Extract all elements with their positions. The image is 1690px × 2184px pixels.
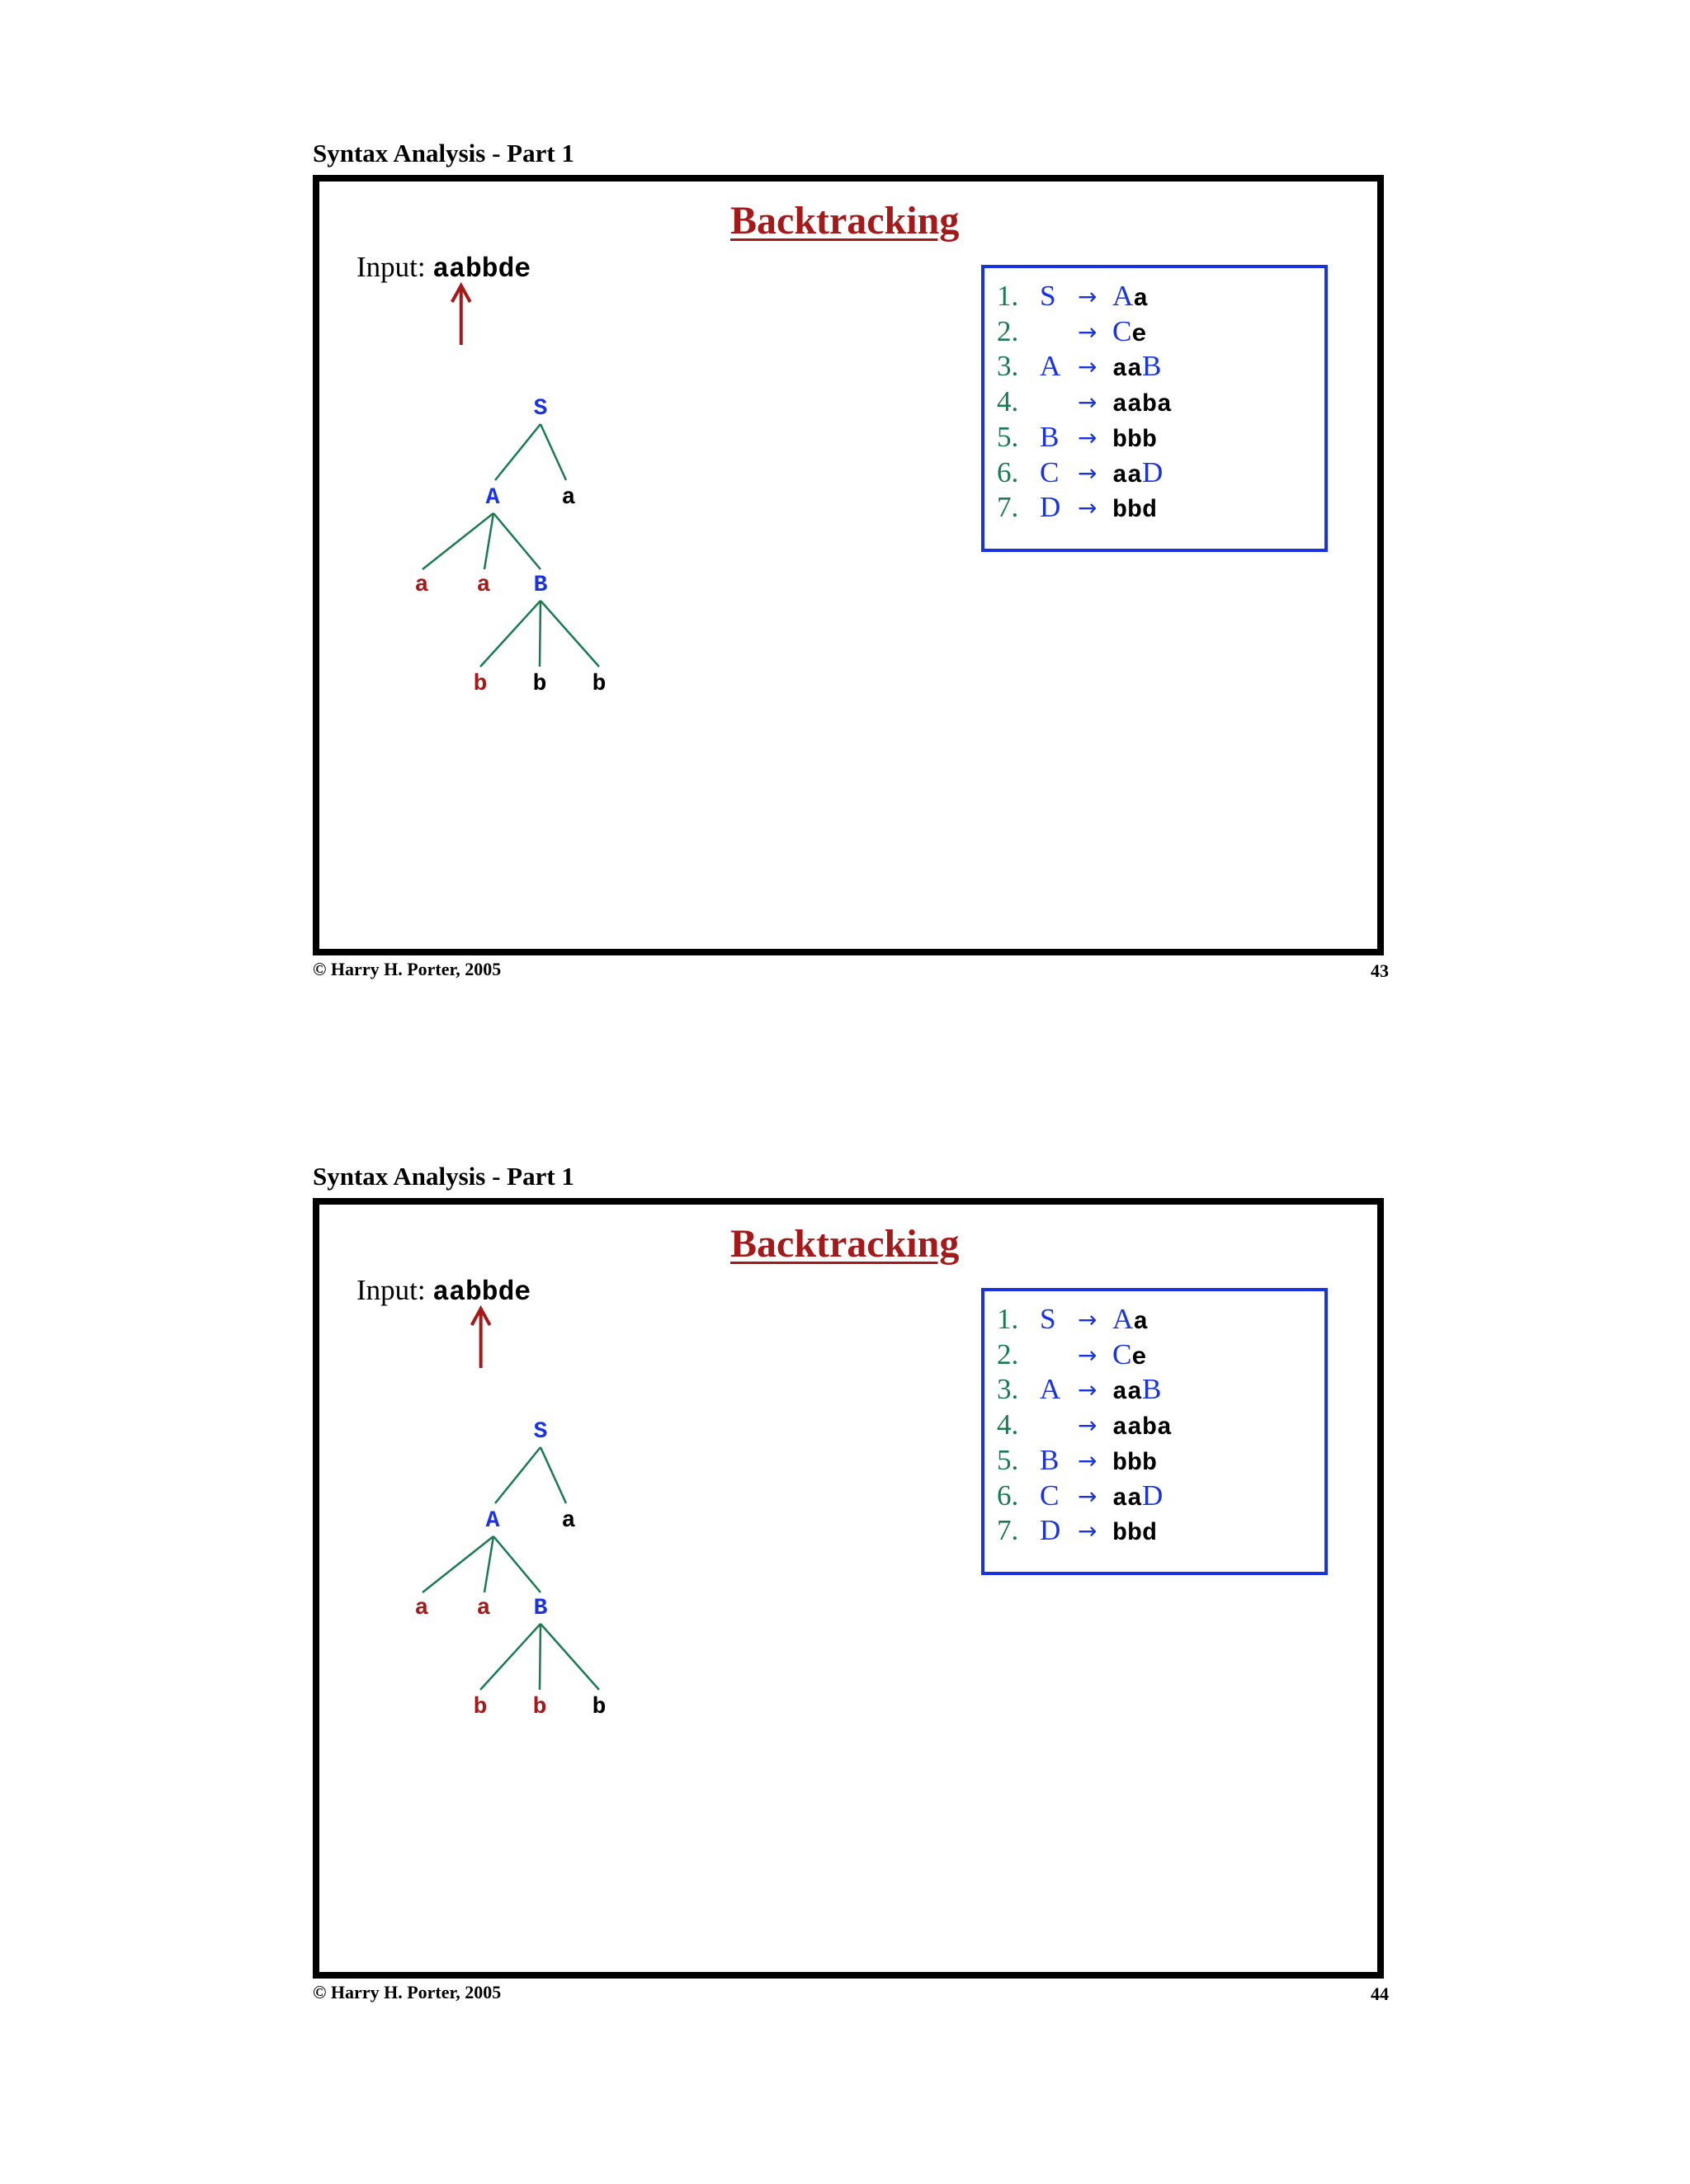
edge-A-a1	[422, 1536, 493, 1592]
rule-rhs	[1112, 385, 1172, 419]
tree-nodes	[415, 396, 607, 697]
edge-A-a2	[484, 513, 493, 569]
rule-number: 4.	[997, 1408, 1019, 1441]
tree-node-b2: b	[532, 672, 547, 697]
page-number: 44	[1371, 1984, 1389, 2004]
right-arrow-icon: →	[1078, 1306, 1098, 1333]
slide-title: Backtracking	[730, 199, 960, 243]
tree-node-a1: a	[414, 573, 429, 598]
rule-rhs	[1112, 1303, 1148, 1337]
right-arrow-icon: →	[1078, 283, 1098, 310]
input-pointer-arrow	[472, 1309, 490, 1368]
rule-lhs: B	[1040, 420, 1060, 453]
rule-number: 2.	[997, 1337, 1019, 1370]
rule-number: 4.	[997, 385, 1019, 418]
slide-page-44	[0, 1023, 1690, 2046]
terminal-symbol: bbd	[1112, 1520, 1158, 1549]
nonterminal-symbol: B	[1142, 350, 1162, 383]
rule-number: 6.	[997, 455, 1019, 488]
right-arrow-icon: →	[1078, 459, 1098, 487]
terminal-symbol: e	[1131, 320, 1147, 349]
tree-node-a-top: a	[561, 1508, 576, 1534]
edge-B-b3	[541, 1624, 599, 1690]
rule-lhs: B	[1040, 1443, 1060, 1476]
edge-B-b1	[480, 1624, 541, 1690]
edge-S-A	[495, 424, 541, 480]
edge-S-A	[495, 1447, 541, 1503]
tree-node-b3: b	[592, 1695, 607, 1720]
tree-node-A: A	[485, 1508, 500, 1534]
tree-edges	[422, 1447, 599, 1690]
edge-B-b1	[480, 601, 541, 667]
edge-A-a1	[422, 513, 493, 569]
footer-copyright: © Harry H. Porter, 2005	[313, 959, 502, 979]
rule-rhs	[1112, 1444, 1157, 1478]
tree-node-B: B	[533, 1596, 548, 1621]
tree-node-b1: b	[473, 1695, 488, 1720]
rule-lhs: S	[1040, 1303, 1056, 1335]
terminal-symbol: bbd	[1112, 497, 1158, 526]
rule-rhs	[1112, 1514, 1157, 1548]
tree-node-S: S	[533, 396, 548, 422]
edge-S-a	[541, 424, 566, 480]
edge-A-B	[493, 1536, 541, 1592]
terminal-symbol: a	[1133, 285, 1149, 314]
rule-lhs: C	[1040, 455, 1060, 488]
edge-A-B	[493, 513, 541, 569]
rule-number: 7.	[997, 1514, 1019, 1547]
right-arrow-icon: →	[1078, 318, 1098, 346]
slide-title: Backtracking	[730, 1222, 960, 1266]
terminal-symbol: aaba	[1112, 391, 1173, 420]
rule-number: 1.	[997, 280, 1019, 312]
tree-node-A: A	[485, 485, 500, 511]
input-pointer-arrow	[452, 285, 470, 345]
tree-node-S: S	[533, 1419, 548, 1445]
tree-edges	[422, 424, 599, 667]
edge-A-a2	[484, 1536, 493, 1592]
input-string: aabbde	[432, 254, 531, 285]
tree-node-b2: b	[532, 1695, 547, 1720]
rule-lhs: S	[1040, 280, 1056, 312]
right-arrow-icon: →	[1078, 389, 1098, 417]
nonterminal-symbol: C	[1112, 1337, 1132, 1370]
nonterminal-symbol: D	[1142, 455, 1164, 488]
input-string: aabbde	[432, 1277, 531, 1308]
page-header: Syntax Analysis - Part 1	[313, 139, 574, 167]
terminal-symbol: e	[1131, 1343, 1147, 1372]
rule-rhs	[1112, 491, 1157, 525]
terminal-symbol: bbb	[1112, 1449, 1158, 1478]
rule-number: 2.	[997, 314, 1019, 347]
rule-lhs: A	[1040, 1373, 1061, 1406]
rule-number: 5.	[997, 420, 1019, 453]
rule-number: 5.	[997, 1443, 1019, 1476]
right-arrow-icon: →	[1078, 1517, 1098, 1545]
terminal-symbol: aa	[1112, 1484, 1143, 1513]
tree-node-a1: a	[414, 1596, 429, 1621]
rule-rhs	[1112, 456, 1163, 490]
tree-node-a2: a	[476, 573, 491, 598]
rule-rhs	[1112, 1479, 1163, 1513]
edge-S-a	[541, 1447, 566, 1503]
parse-tree	[0, 1023, 1690, 2046]
tree-node-B: B	[533, 573, 548, 598]
edge-B-b2	[540, 601, 541, 667]
right-arrow-icon: →	[1078, 423, 1098, 451]
terminal-symbol: aaba	[1112, 1414, 1173, 1443]
terminal-symbol: a	[1133, 1309, 1149, 1337]
rule-rhs	[1112, 421, 1157, 455]
rule-number: 3.	[997, 1373, 1019, 1406]
nonterminal-symbol: D	[1142, 1479, 1164, 1512]
parse-tree	[0, 0, 1690, 1023]
rule-rhs	[1112, 315, 1146, 349]
rule-rhs	[1112, 350, 1161, 384]
tree-node-a2: a	[476, 1596, 491, 1621]
tree-node-b1: b	[473, 672, 488, 697]
rule-rhs	[1112, 1373, 1161, 1407]
rule-number: 7.	[997, 491, 1019, 524]
tree-node-a-top: a	[561, 485, 576, 511]
right-arrow-icon: →	[1078, 1412, 1098, 1440]
right-arrow-icon: →	[1078, 1446, 1098, 1474]
rule-lhs: D	[1040, 491, 1061, 524]
nonterminal-symbol: B	[1142, 1373, 1162, 1406]
terminal-symbol: aa	[1112, 1379, 1143, 1408]
input-label: Input:	[356, 1274, 433, 1306]
terminal-symbol: aa	[1112, 461, 1143, 490]
nonterminal-symbol: C	[1112, 314, 1132, 347]
right-arrow-icon: →	[1078, 353, 1098, 381]
rule-lhs: C	[1040, 1479, 1060, 1512]
terminal-symbol: aa	[1112, 356, 1143, 384]
rule-number: 3.	[997, 350, 1019, 383]
nonterminal-symbol: A	[1112, 1303, 1134, 1335]
edge-B-b3	[541, 601, 599, 667]
rule-number: 1.	[997, 1303, 1019, 1335]
page-number: 43	[1371, 960, 1389, 981]
tree-nodes	[415, 1419, 607, 1720]
rule-rhs	[1112, 1408, 1172, 1442]
right-arrow-icon: →	[1078, 1376, 1098, 1404]
rule-rhs	[1112, 280, 1148, 314]
rule-lhs: D	[1040, 1514, 1061, 1547]
rule-rhs	[1112, 1338, 1146, 1372]
rule-number: 6.	[997, 1479, 1019, 1512]
input-label: Input:	[356, 251, 433, 283]
nonterminal-symbol: A	[1112, 280, 1134, 312]
right-arrow-icon: →	[1078, 494, 1098, 522]
right-arrow-icon: →	[1078, 1341, 1098, 1369]
page-header: Syntax Analysis - Part 1	[313, 1162, 574, 1191]
tree-node-b3: b	[592, 672, 607, 697]
terminal-symbol: bbb	[1112, 426, 1158, 455]
right-arrow-icon: →	[1078, 1482, 1098, 1510]
rule-lhs: A	[1040, 350, 1061, 383]
edge-B-b2	[540, 1624, 541, 1690]
slide-page-43	[0, 0, 1690, 1023]
footer-copyright: © Harry H. Porter, 2005	[313, 1982, 502, 2002]
